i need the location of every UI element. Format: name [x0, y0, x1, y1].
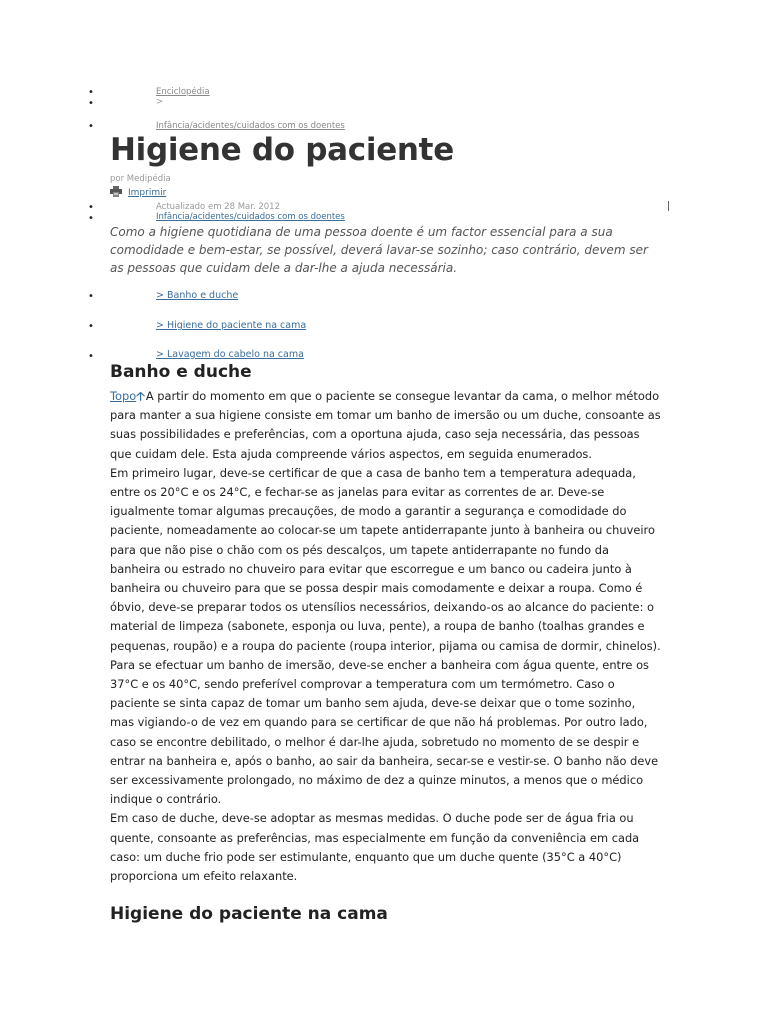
bullet-marker: • [88, 87, 94, 98]
paragraph [110, 387, 662, 464]
toc-link-higiene-cama[interactable]: > Higiene do paciente na cama [156, 320, 307, 331]
paragraph: Em caso de duche, deve-se adoptar as mesmas medidas. O duche pode ser de água fria ou quente, consoante as preferências, mas especialmente em função da conveniência em cada caso: um duche frio pode ser estimulante, enquanto que um duche quente (35°C a 40°C) proporciona um efeito relaxante. [110, 811, 640, 884]
section-heading-banho-duche: Banho e duche [110, 362, 252, 382]
topo-link[interactable]: Topo [110, 389, 137, 403]
bullet-marker: • [88, 291, 94, 302]
bullet-marker: • [88, 213, 94, 224]
paragraph: Para se efectuar um banho de imersão, deve-se encher a banheira com água quente, entre os 37°C e os 40°C, sendo preferível comprovar a temperatura com um termómetro. Caso o paciente se sinta capaz de tomar um banho sem ajuda, deve-se deixar que o tome sozinho, mas vigiando-o de vez em quando para se certificar de que não há problemas. Por outro lado, caso se encontre debilitado, o melhor é dar-lhe ajuda, sobretudo no momento de se despir e entrar na banheira e, após o banho, ao sair da banheira, secar-se e vestir-se. O banho não deve ser excessivamente prolongado, no máximo de dez a quinze minutos, a menos que o médico indique o contrário. [110, 657, 659, 807]
section-body [110, 387, 662, 886]
bullet-marker: • [88, 121, 94, 132]
bullet-marker: • [88, 321, 94, 332]
updated-date: Actualizado em 28 Mar. 2012 [156, 202, 280, 212]
page-title: Higiene do paciente [110, 132, 454, 168]
breadcrumb-item-category[interactable]: Infância/acidentes/cuidados com os doentes [156, 121, 345, 131]
author-byline: por Medipédia [110, 174, 171, 184]
paragraph-text: A partir do momento em que o paciente se consegue levantar da cama, o melhor método para manter a sua higiene consiste em tomar um banho de imersão ou um duche, consoante as suas possibilidades e preferências, com a oportuna ajuda, caso seja necessária, das pessoas que cuidam dele. Esta ajuda compreende vários aspectos, em seguida enumerados. [110, 389, 661, 461]
bullet-marker: • [88, 351, 94, 362]
breadcrumb-item-enciclopedia[interactable]: Enciclopédia [156, 87, 210, 97]
bullet-marker: • [88, 98, 94, 109]
toc-link-banho-duche[interactable]: > Banho e duche [156, 290, 239, 301]
category-tag-link[interactable]: Infância/acidentes/cuidados com os doentes [156, 212, 345, 222]
divider [668, 201, 669, 211]
paragraph: Em primeiro lugar, deve-se certificar de que a casa de banho tem a temperatura adequada, entre os 20°C e os 24°C, e fechar-se as janelas para evitar as correntes de ar. Deve-se igualmente tomar algumas precauções, de modo a garantir a segurança e comodidade do paciente, nomeadamente ao colocar-se um tapete antiderrapante junto à banheira ou chuveiro para que não pise o chão com os pés descalços, um tapete antiderrapante no fundo da banheira ou estrado no chuveiro para evitar que escorregue e um banco ou cadeira junto à banheira ou chuveiro para que se possa despir mais comodamente e deixar a roupa. Como é óbvio, deve-se preparar todos os utensílios necessários, deixando-os ao alcance do paciente: o material de limpeza (sabonete, esponja ou luva, pente), a roupa de banho (toalhas grandes e pequenas, roupão) e a roupa do paciente (roupa interior, pijama ou camisa de dormir, chinelos). [110, 465, 661, 653]
print-link[interactable]: Imprimir [128, 188, 167, 198]
printer-icon[interactable] [110, 186, 122, 197]
section-heading-higiene-cama: Higiene do paciente na cama [110, 904, 388, 924]
intro-text: Como a higiene quotidiana de uma pessoa doente é um factor essencial para a sua comodidade e bem-estar, se possível, deverá lavar-se sozinho; caso contrário, devem ser as pessoas que cuidam dele a dar-lhe a ajuda necessária. [110, 225, 648, 275]
breadcrumb-separator: > [156, 97, 164, 107]
bullet-marker: • [88, 202, 94, 213]
arrow-up-icon[interactable]: 🡡 [136, 389, 145, 403]
toc-link-lavagem-cabelo[interactable]: > Lavagem do cabelo na cama [156, 349, 304, 360]
